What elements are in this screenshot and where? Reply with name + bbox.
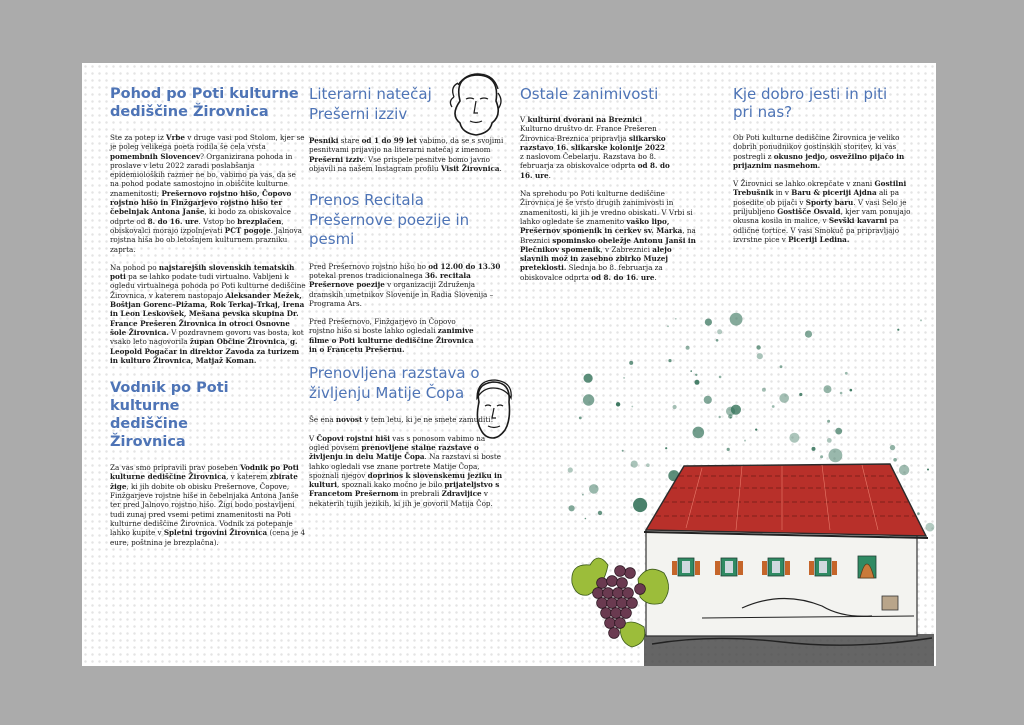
paragraph: Pesniki stare od 1 do 99 let vabimo, da se s svojimi pesnitvami prijavijo na literarni natečaj z imenom Prešerni izziv. Vse prispele pesnitve bomo javno objavili na našem Instagram profilu Visit Žirovnica. [309,136,504,173]
splatter-dot [695,374,697,376]
splatter-dot [629,361,633,365]
grape-berry [617,598,628,609]
splatter-dot [616,402,620,406]
splatter-dot [799,393,802,396]
splatter-dot [598,511,602,515]
splatter-dot [824,385,832,393]
splatter-dot [585,518,587,520]
splatter-dot [897,329,899,331]
grape-berry [593,588,604,599]
grape-berry [601,608,612,619]
column-jesti [733,77,913,253]
splatter-dot [757,353,763,359]
splatter-dot [730,417,732,419]
grape-berry [615,566,626,577]
grape-berry [635,584,646,595]
splatter-dot [827,438,832,443]
paragraph: V Čopovi rojstni hiši vas s ponosom vabimo na ogled povsem prenovljene stalne razstave o življenju in delu Matije Čopa. Na razstavi si boste lahko ogledali vse znane portrete Matije Čopa, spoznali njegov doprinos k slovenskemu jeziku in kulturi, spoznali kako močno je bilo prijateljstvo s Francetom Prešernom in prebrali Zdravljice v nekaterih tujih jezikih, ki jih je govoril Matija Čop. [309,433,503,508]
splatter-dot [631,461,638,468]
heading-pohod: Pohod po Poti kulturne dediščine Žirovnica [110,86,299,120]
splatter-dot [744,440,746,442]
column-ostale [520,77,715,291]
splatter-dot [584,374,593,383]
paragraph: Na pohod po najstarejših slovenskih tematskih poti pa se lahko podate tudi virtualno. Vabljeni k ogledu virtualnega pohoda po Poti kulturne dediščine Žirovnica, v katerem nastopajo Aleksander Mežek, Boštjan Gorenc–Pižama, Rok Terkaj–Trkaj, Irena in Leon Leskovšek, Mešana pevska skupina Dr. France Prešeren Žirovnica in otroci Osnovne šole Žirovnica. V pozdravnem govoru vas bosta, kot vsako leto nagovorila župan Občine Žirovnica, g. Leopold Pogačar in direktor Zavoda za turizem in kulturo Žirovnica, Matjaž Koman. [110,262,306,365]
splatter-dot [850,389,853,392]
splatter-dot [675,318,677,320]
splatter-dot [716,339,719,342]
splatter-dot [582,494,584,496]
heading-jesti: Kje dobro jesti in piti pri nas? [733,85,888,121]
paragraph: Ob Poti kulturne dediščine Žirovnica je veliko dobrih ponudnikov gostinskih storitev, ki vas postregli z okusno jedjo, osvežilno pijačo in prijaznim nasmehom. [733,133,905,170]
splatter-dot [717,329,722,334]
paragraph: Pred Prešernovo rojstno hišo bo od 12.00 do 13.30 potekal prenos tradicionalnega 36. recitala Prešernove poezije v organizaciji Združenja dramskih umetnikov Slovenije in Radia Slovenija – Programa Ars. [309,261,501,308]
grape-berry [625,568,636,579]
splatter-dot [772,405,775,408]
splatter-dot [835,428,842,435]
splatter-dot [756,345,760,349]
splatter-dot [631,406,633,408]
splatter-dot [779,393,789,403]
column-poti [110,77,306,556]
heading-prenos: Prenos Recitala Prešernove poezije in pesmi [309,191,470,249]
splatter-dot [845,372,848,375]
heading-ostale: Ostale zanimivosti [520,85,659,103]
splatter-dot [673,405,677,409]
grapes-illustration [568,543,676,653]
grape-berry [609,628,620,639]
splatter-dot [920,319,922,321]
grape-berry [597,598,608,609]
paragraph: Na sprehodu po Poti kulturne dediščine Žirovnica je še vrsto drugih zanimivosti in znamenitosti, ki jih je vredno obiskati. V Vrbi si lahko ogledate še znamenito vaško lipo, Prešernov spomenik in cerkev sv. Marka, na Breznici spominsko obeležje Antonu Janši in Plečnikov spomenik, v Zabreznici alejo slavnih mož in zasebno zbirko Muzej preteklosti. Slednja bo 8. februarja za obiskovalce odprta od 8. do 16. ure. [520,189,696,282]
grape-berry [607,598,618,609]
splatter-dot [780,365,783,368]
grape-berry [621,608,632,619]
splatter-dot [695,380,700,385]
splatter-dot [589,484,599,494]
paragraph: Za vas smo pripravili prav poseben Vodnik po Poti kulturne dediščine Žirovnica, v katerem zbirate žige, ki jih dobite ob obisku Prešernove, Čopove, Finžgarjeve rojstne hiše in čebelnjaka Antona Janše ter pred Jalnovo rojstno hišo. Žigi bodo postavljeni tudi zunaj pred vsemi petimi znamenitosti na Poti kulturne dediščine Žirovnica. Vodnik za potepanje lahko kupite v Spletni trgovini Žirovnica (cena je 4 eure, poštnina je brezplačna). [110,463,306,547]
splatter-dot [693,427,705,439]
splatter-dot [730,313,743,326]
grape-berry [613,588,624,599]
splatter-dot [727,448,730,451]
splatter-dot [579,417,582,420]
splatter-dot [762,388,766,392]
splatter-dot [805,331,812,338]
splatter-dot [686,346,690,350]
splatter-dot [622,450,624,452]
splatter-dot [690,370,692,372]
splatter-dot [667,325,669,327]
heading-literarni: Literarni natečaj Prešerni izziv [309,85,432,123]
splatter-dot [623,377,625,379]
paragraph: V Žirovnici se lahko okrepčate v znani Gostilni Trebušnik in v Baru & piceriji Ajdna ali pa posedite ob pijači v Sporty baru. V vasi Selo je priljubljeno Gostišče Osvald, kjer vam ponujajo okusna kosila in malice, v Sevški kavarni pa odlične tortice. V vasi Smokuč pa pripravljajo izvrstne pice v Piceriji Ledina. [733,179,911,244]
splatter-dot [583,394,594,405]
column-literarni [309,77,505,517]
splatter-dot [704,396,712,404]
splatter-dot [719,376,722,379]
splatter-dot [755,429,757,431]
splatter-dot [890,445,895,450]
splatter-dot [568,467,573,472]
grape-berry [607,576,618,587]
splatter-dot [812,447,816,451]
grape-berry [611,608,622,619]
brochure-page [82,63,936,666]
splatter-dot [789,433,799,443]
splatter-dot [705,319,712,326]
splatter-dot [840,392,843,395]
heading-razstava-cop: Prenovljena razstava o življenju Matije Čopa [309,364,480,402]
heading-vodnik: Vodnik po Poti kulturne dediščine Žirovnica [110,380,229,451]
splatter-dot [731,405,741,415]
grape-berry [603,588,614,599]
house-illustration [642,458,936,666]
splatter-dot [827,420,830,423]
grape-berry [617,578,628,589]
splatter-dot [665,447,667,449]
paragraph: V kulturni dvorani na Breznici Kulturno društvo dr. France Prešeren Žirovnica-Breznica pripravlja slikarsko razstavo 16. slikarske kolonije 2022 z naslovom Čebelarju. Razstava bo 8. februarja za obiskovalce odprta od 8. do 16. ure. [520,115,670,180]
splatter-dot [569,505,575,511]
grape-berry [623,588,634,599]
grape-berry [605,618,616,629]
paragraph: Ste za potep iz Vrbe v druge vasi pod Stolom, kjer se je poleg velikega poeta rodila še cela vrsta pomembnih Slovencev? Organizirana pohoda in proslave v letu 2022 zaradi poslabšanja epidemioloških razmer ne bo, vabimo pa vas, da se na pohod podate samostojno in obiščite kulturne znamenitosti; Prešernovo rojstno hišo, Čopovo rojstno hišo in Finžgarjevo rojstno hišo ter čebelnjak Antona Janše, ki bodo za obiskovalce odprte od 8. do 16. ure. Vstop bo brezplačen, obiskovalci morajo izpolnjevati PCT pogoje. Jalnova rojstna hiša bo ob letošnjem kulturnem prazniku zaprta. [110,133,305,254]
splatter-dot [719,416,721,418]
grape-berry [627,598,638,609]
splatter-dot [668,359,671,362]
grape-berry [615,618,626,629]
grape-berry [597,578,608,589]
paragraph: Še ena novost v tem letu, ki je ne smete zamuditi! [309,415,494,425]
paragraph: Pred Prešernovo, Finžgarjevo in Čopovo rojstno hišo si boste lahko ogledali zanimive filme o Poti kulturne dediščine Žirovnica in o Francetu Prešernu. [309,317,474,355]
